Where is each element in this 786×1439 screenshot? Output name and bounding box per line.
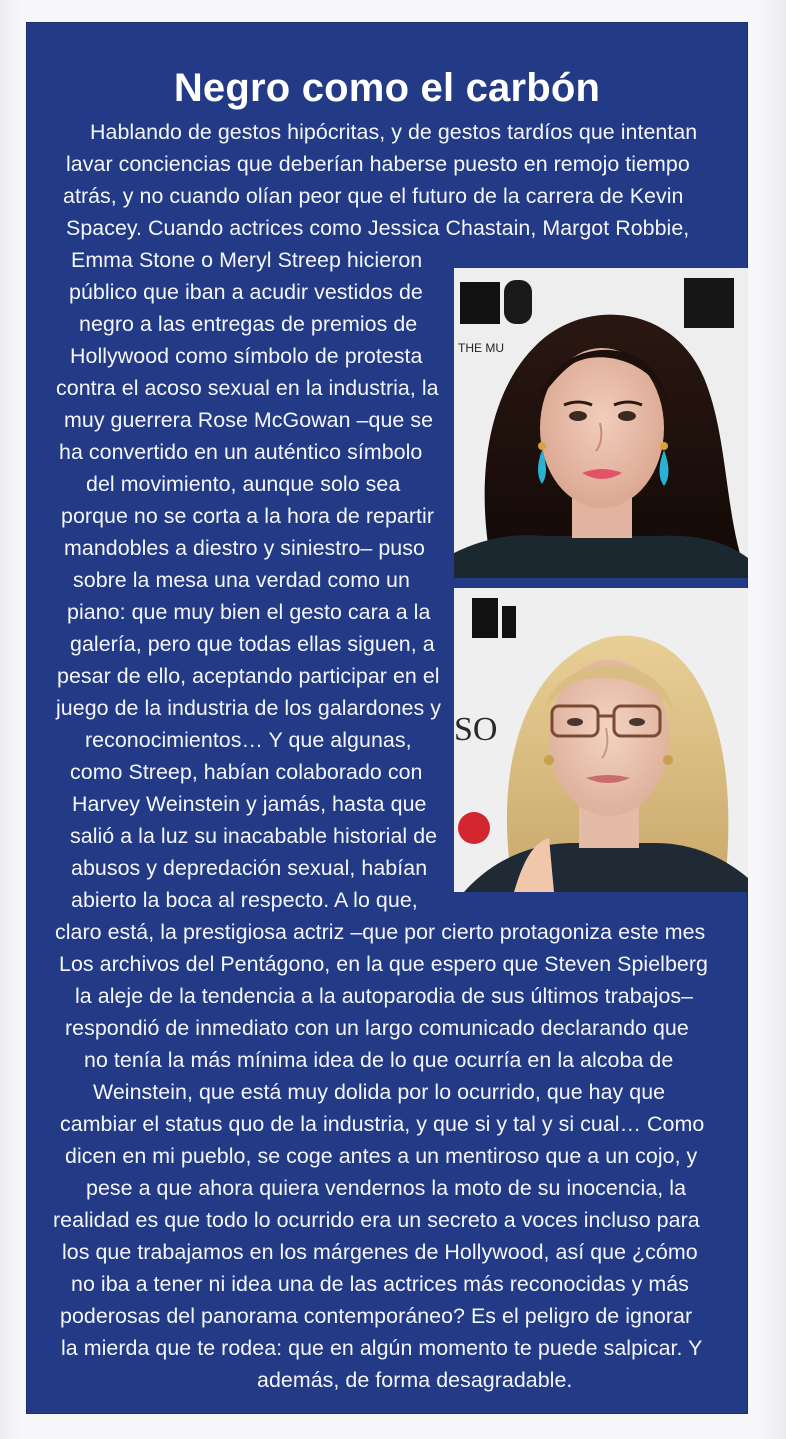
body-line: lavar conciencias que deberían haberse puesto en remojo tiempo bbox=[66, 152, 690, 176]
body-line: Weinstein, que está muy dolida por lo ocurrido, que hay que bbox=[93, 1080, 666, 1104]
body-line: galería, pero que todas ellas siguen, a bbox=[70, 632, 435, 656]
backdrop-text: SO bbox=[454, 711, 498, 748]
body-line: además, de forma desagradable. bbox=[257, 1368, 573, 1392]
body-line: Hollywood como símbolo de protesta bbox=[70, 344, 423, 368]
body-line: salió a la luz su inacabable historial de bbox=[70, 824, 438, 848]
body-line: juego de la industria de los galardones y bbox=[56, 696, 441, 720]
body-line: atrás, y no cuando olían peor que el futuro de la carrera de Kevin bbox=[63, 184, 684, 208]
body-line: Hablando de gestos hipócritas, y de gestos tardíos que intentan bbox=[90, 120, 698, 144]
body-line: no iba a tener ni idea una de las actrices más reconocidas y más bbox=[71, 1272, 689, 1296]
body-line: Emma Stone o Meryl Streep hicieron bbox=[71, 248, 423, 272]
body-line: abusos y depredación sexual, habían bbox=[71, 856, 428, 880]
body-line: muy guerrera Rose McGowan –que se bbox=[64, 408, 434, 432]
body-line: no tenía la más mínima idea de lo que ocurría en la alcoba de bbox=[84, 1048, 674, 1072]
body-line: del movimiento, aunque solo sea bbox=[86, 472, 401, 496]
body-line: porque no se corta a la hora de repartir bbox=[61, 504, 434, 528]
body-line: público que iban a acudir vestidos de bbox=[69, 280, 423, 304]
photo-rose-mcgowan bbox=[454, 268, 748, 578]
portrait-illustration bbox=[454, 268, 748, 578]
body-line: ha convertido en un auténtico símbolo bbox=[59, 440, 423, 464]
backdrop-text: THE MU bbox=[458, 341, 504, 355]
photo-meryl-streep bbox=[454, 588, 748, 892]
body-line: pesar de ello, aceptando participar en el bbox=[57, 664, 440, 688]
body-line: Harvey Weinstein y jamás, hasta que bbox=[72, 792, 427, 816]
body-line: negro a las entregas de premios de bbox=[79, 312, 418, 336]
body-line: la aleje de la tendencia a la autoparodia de sus últimos trabajos– bbox=[75, 984, 694, 1008]
body-line: claro está, la prestigiosa actriz –que por cierto protagoniza este mes bbox=[55, 920, 706, 944]
body-line: los que trabajamos en los márgenes de Hollywood, así que ¿cómo bbox=[62, 1240, 698, 1264]
body-line: abierto la boca al respecto. A lo que, bbox=[71, 888, 418, 912]
body-line: sobre la mesa una verdad como un bbox=[73, 568, 410, 592]
article-panel bbox=[26, 22, 748, 1414]
body-line: piano: que muy bien el gesto cara a la bbox=[67, 600, 431, 624]
body-line: contra el acoso sexual en la industria, la bbox=[56, 376, 439, 400]
body-line: realidad es que todo lo ocurrido era un secreto a voces incluso para bbox=[53, 1208, 700, 1232]
body-line: la mierda que te rodea: que en algún momento te puede salpicar. Y bbox=[61, 1336, 703, 1360]
body-line: respondió de inmediato con un largo comunicado declarando que bbox=[65, 1016, 689, 1040]
body-line: dicen en mi pueblo, se coge antes a un mentiroso que a un cojo, y bbox=[65, 1144, 698, 1168]
body-line: pese a que ahora quiera vendernos la moto de su inocencia, la bbox=[86, 1176, 687, 1200]
body-line: reconocimientos… Y que algunas, bbox=[85, 728, 412, 752]
body-line: Spacey. Cuando actrices como Jessica Chastain, Margot Robbie, bbox=[66, 216, 690, 240]
body-line: mandobles a diestro y siniestro– puso bbox=[64, 536, 425, 560]
body-line: Los archivos del Pentágono, en la que espero que Steven Spielberg bbox=[59, 952, 708, 976]
portrait-illustration bbox=[454, 588, 748, 892]
body-line: poderosas del panorama contemporáneo? Es el peligro de ignorar bbox=[60, 1304, 693, 1328]
body-line: como Streep, habían colaborado con bbox=[70, 760, 423, 784]
body-line: cambiar el status quo de la industria, y que si y tal y si cual… Como bbox=[60, 1112, 705, 1136]
article-title: Negro como el carbón bbox=[173, 66, 601, 110]
